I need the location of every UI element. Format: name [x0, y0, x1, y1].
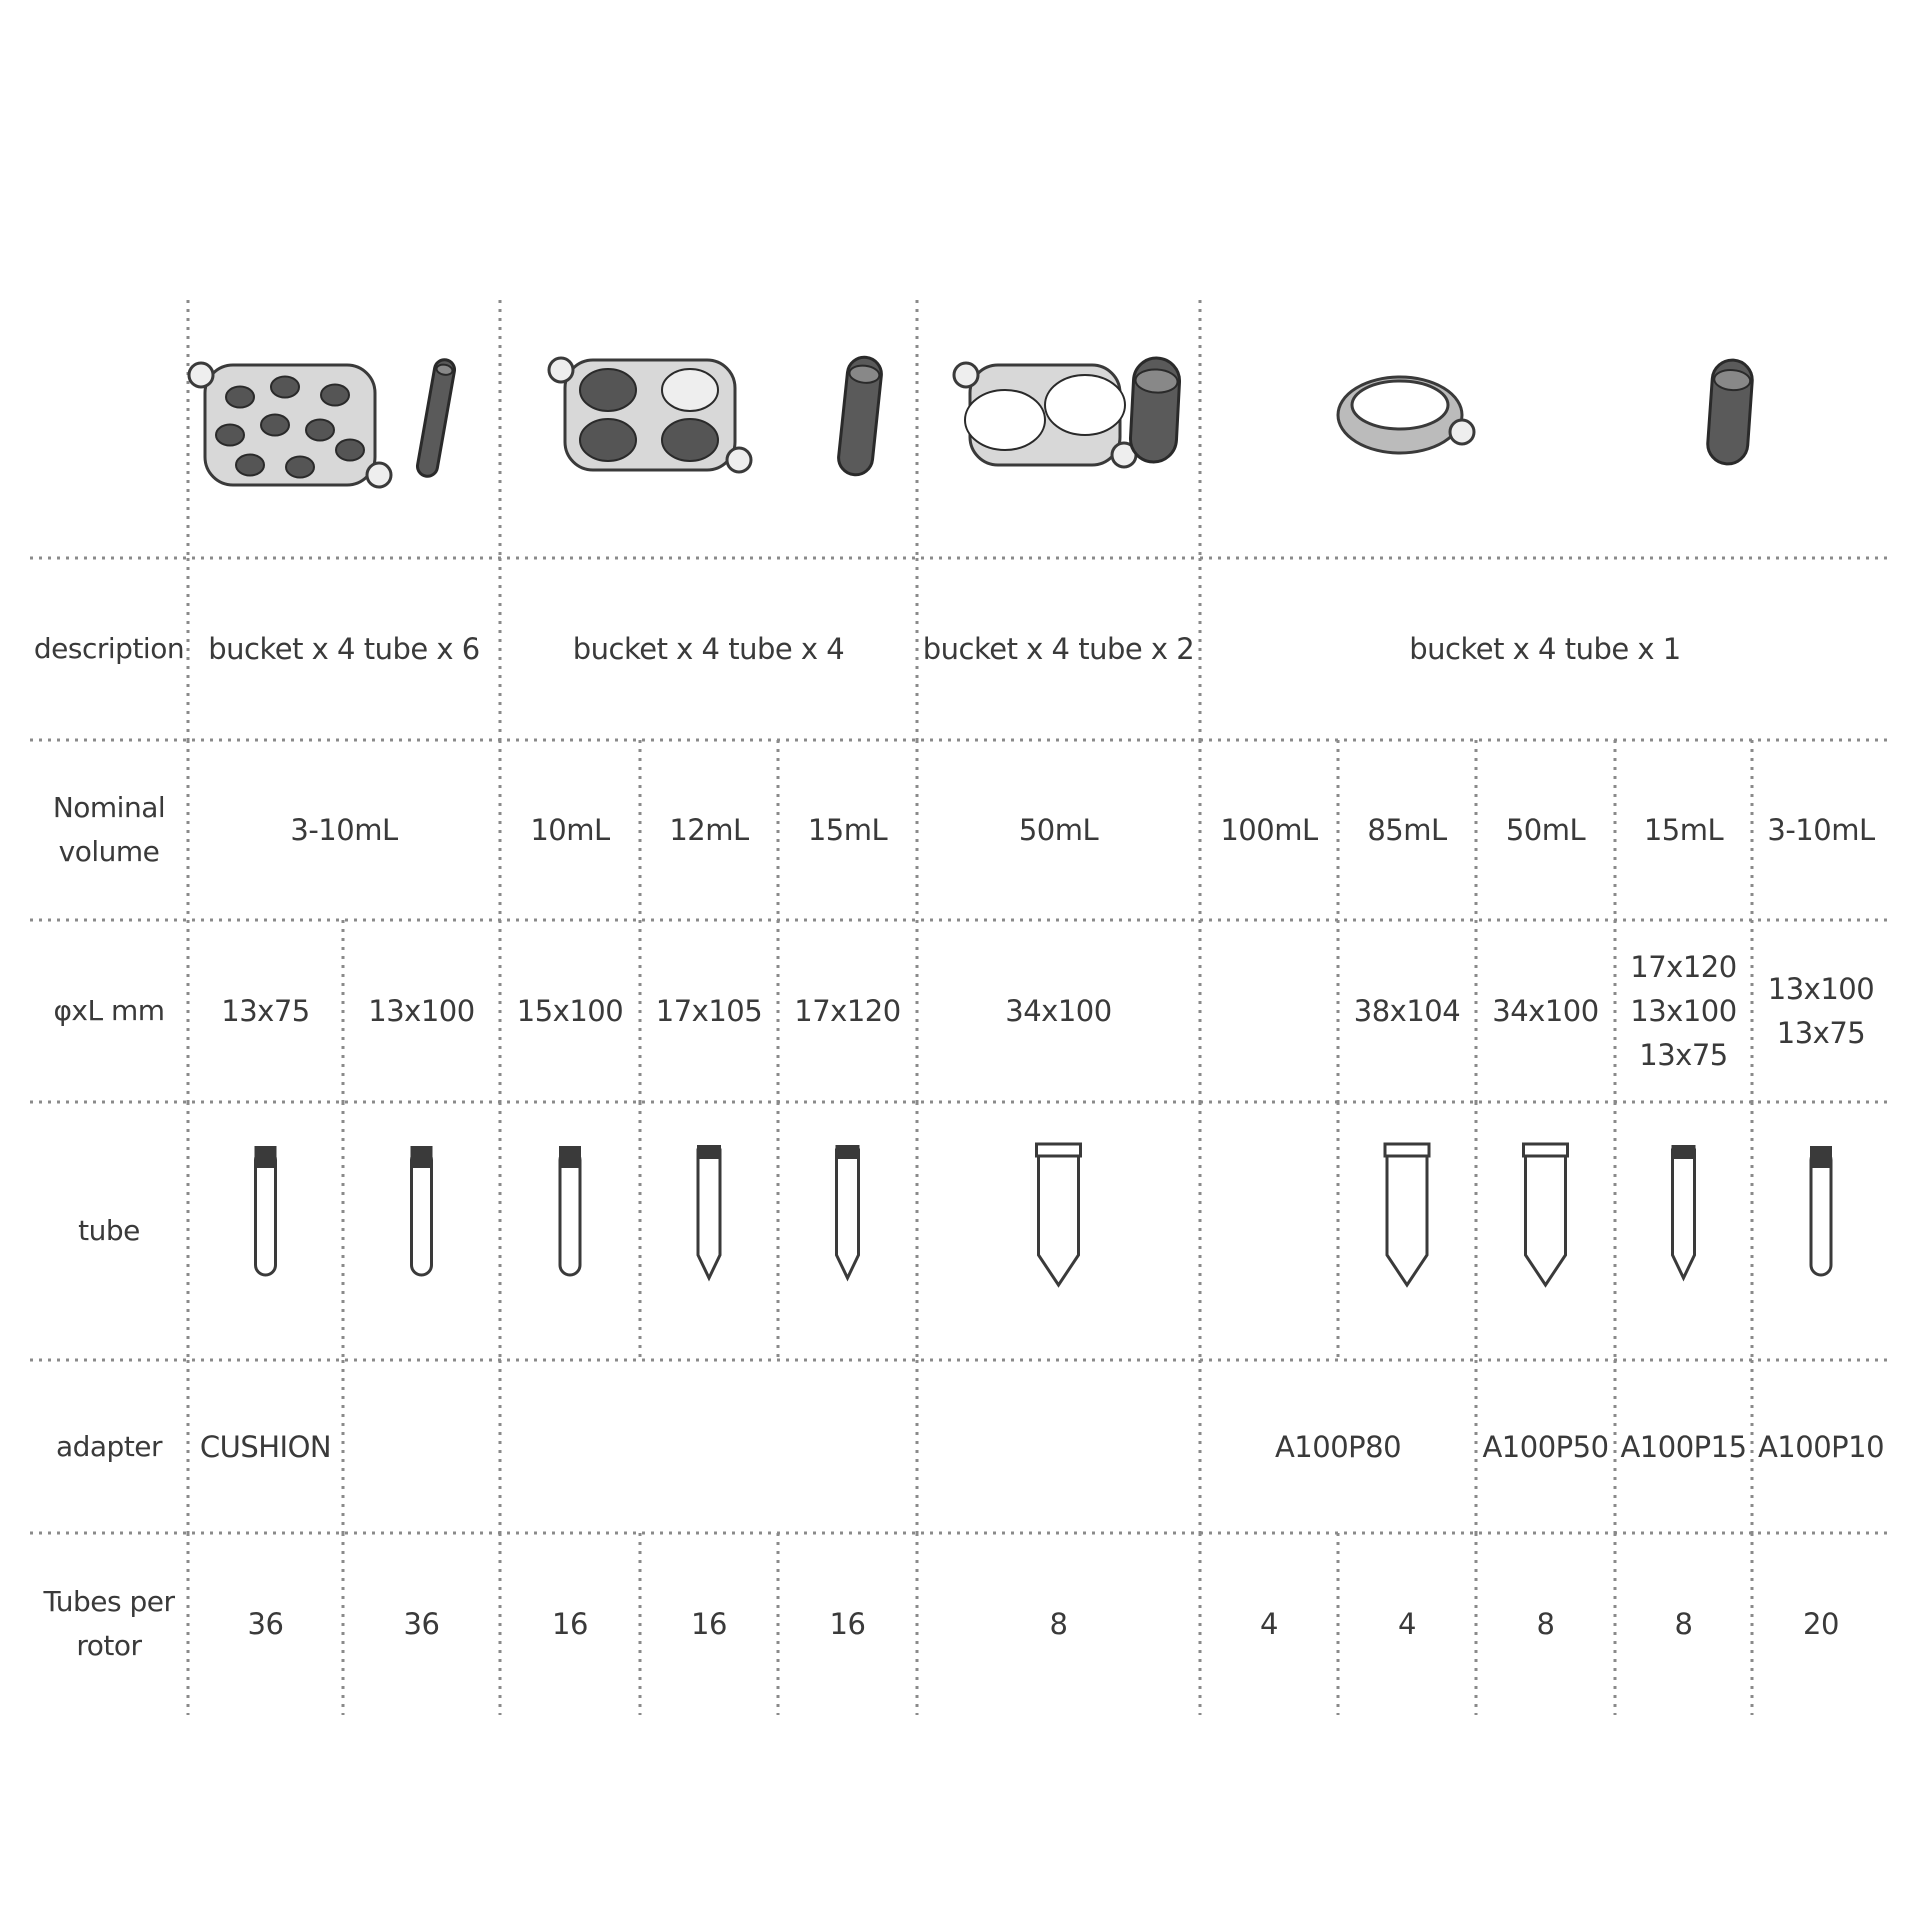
tubes-per-rotor-cell: 16	[829, 1607, 866, 1641]
tubes-per-rotor-cell: 16	[552, 1607, 588, 1641]
dimension-cell: 17x105	[655, 994, 763, 1028]
adapter-cell: CUSHION	[199, 1429, 332, 1464]
dimension-cell: 17x120 13x100 13x75	[1630, 950, 1737, 1072]
tubes-per-rotor-cell: 36	[247, 1607, 284, 1641]
tubes-per-rotor-cell: 8	[1536, 1607, 1555, 1641]
tubes-per-rotor-cell: 4	[1398, 1607, 1416, 1641]
tubes-per-rotor-cell: 36	[403, 1607, 440, 1641]
dimension-cell: 15x100	[516, 994, 624, 1028]
tubes-per-rotor-cell: 16	[691, 1607, 727, 1641]
dimension-cell: 17x120	[794, 994, 901, 1028]
adapter-cell: A100P15	[1620, 1429, 1747, 1464]
row-label-volume: Nominal volume	[52, 791, 166, 868]
tubes-per-rotor-cell: 4	[1260, 1607, 1278, 1641]
volume-cell: 50mL	[1018, 813, 1099, 847]
tubes-per-rotor-cell: 8	[1049, 1607, 1068, 1641]
adapter-cell	[500, 1360, 917, 1533]
row-label-tube: tube	[78, 1214, 140, 1247]
tubes-per-rotor-cell: 20	[1803, 1607, 1839, 1641]
dimension-cell: 13x100	[368, 994, 475, 1028]
adapter-cell: A100P80	[1274, 1429, 1402, 1464]
dimension-cell	[1200, 920, 1338, 1102]
volume-cell: 3-10mL	[290, 813, 398, 847]
volume-cell: 15mL	[807, 813, 888, 847]
volume-cell: 10mL	[530, 813, 610, 847]
volume-cell: 12mL	[669, 813, 749, 847]
dimension-cell: 34x100	[1492, 994, 1599, 1028]
adapter-cell: A100P50	[1482, 1429, 1609, 1464]
description-cell: bucket x 4 tube x 2	[922, 632, 1195, 666]
adapter-cell	[343, 1360, 500, 1533]
adapter-cell: A100P10	[1757, 1429, 1885, 1464]
dimension-cell: 13x100 13x75	[1767, 972, 1875, 1050]
row-label-dimensions: φxL mm	[53, 994, 165, 1027]
adapter-cell	[917, 1360, 1200, 1533]
tubes-per-rotor-cell: 8	[1674, 1607, 1693, 1641]
dimension-cell: 38x104	[1353, 994, 1461, 1028]
volume-cell: 3-10mL	[1767, 813, 1875, 847]
description-cell: bucket x 4 tube x 4	[572, 632, 845, 666]
volume-cell: 85mL	[1367, 813, 1447, 847]
row-label-description: description	[33, 632, 185, 665]
description-cell: bucket x 4 tube x 1	[1409, 632, 1681, 666]
description-cell: bucket x 4 tube x 6	[208, 632, 480, 666]
dimension-cell: 34x100	[1005, 994, 1112, 1028]
row-label-adapter: adapter	[55, 1429, 163, 1463]
volume-cell: 100mL	[1220, 813, 1318, 847]
volume-cell: 15mL	[1643, 813, 1724, 847]
dimension-cell: 13x75	[221, 994, 310, 1028]
volume-cell: 50mL	[1505, 813, 1586, 847]
row-label-tubes-per-rotor: Tubes per rotor	[43, 1585, 175, 1662]
